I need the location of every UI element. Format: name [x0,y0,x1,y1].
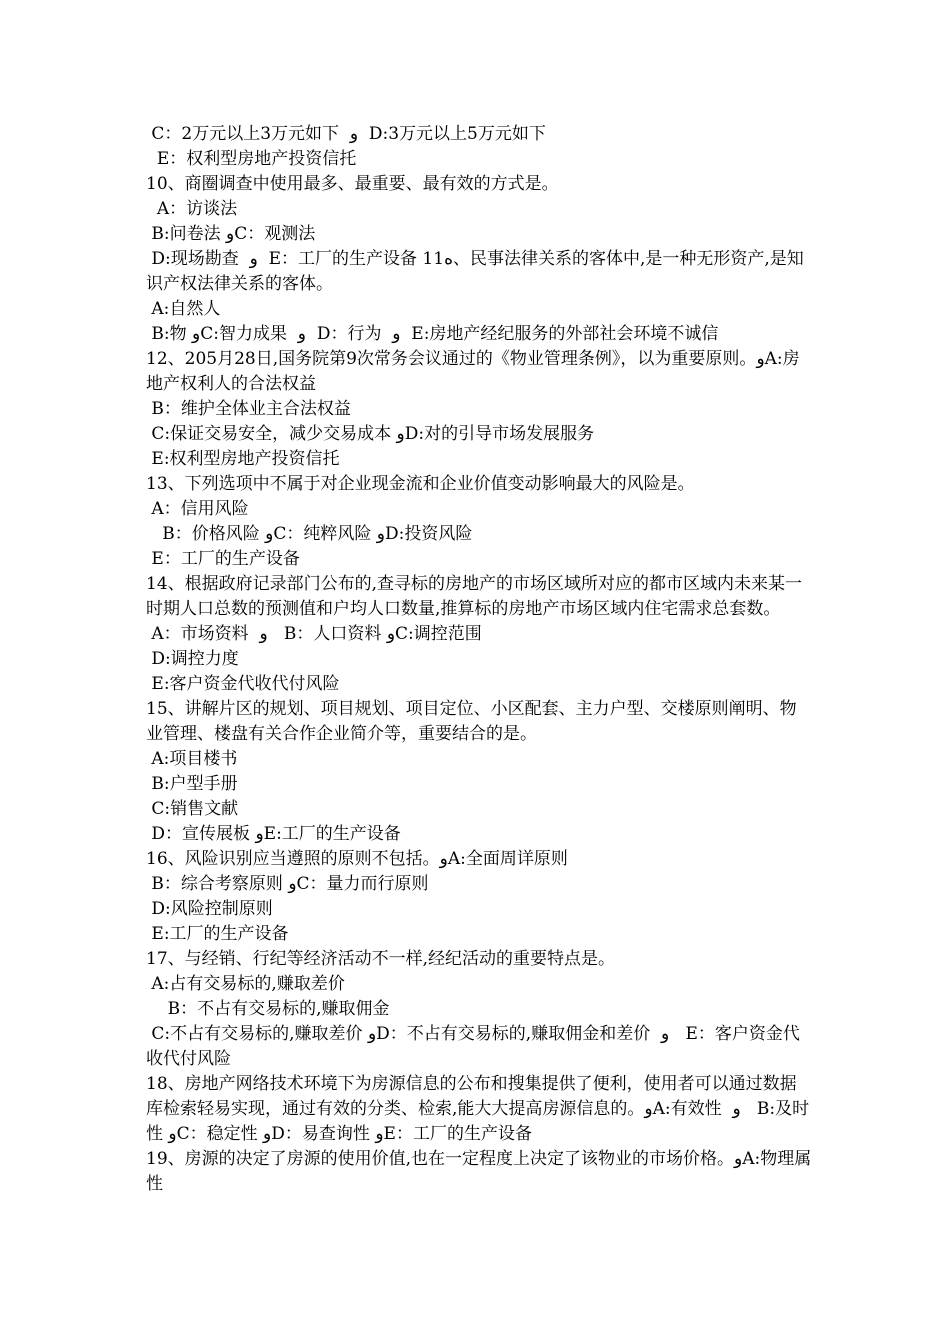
option-line: B:物 وC:智力成果 و D：行为 و E:房地产经纪服务的外部社会环境不诚信 [146,324,719,344]
option-line: A:占有交易标的,赚取差价 [146,974,345,994]
question-14: 14、根据政府记录部门公布的,查寻标的房地产的市场区域所对应的都市区域内未来某一时期人口总数的预测值和户均人口数量,推算标的房地产市场区域内住宅需求总套数。 [146,574,803,619]
option-line: C:不占有交易标的,赚取差价 وD：不占有交易标的,赚取佣金和差价 و E：客户资金代收代付风险 [146,1024,800,1069]
option-line: B：不占有交易标的,赚取佣金 [146,999,390,1019]
option-line: B：价格风险 وC：纯粹风险 وD:投资风险 [146,524,473,544]
option-line: B:户型手册 [146,774,238,794]
question-11: D:现场勘查 و E：工厂的生产设备 11ه、民事法律关系的客体中,是一种无形资产,是知识产权法律关系的客体。 [146,249,804,294]
text-line: E：权利型房地产投资信托 [146,149,357,169]
question-13: 13、下列选项中不属于对企业现金流和企业价值变动影响最大的风险是。 [146,474,695,494]
option-line: B：综合考察原则 وC：量力而行原则 [146,874,429,894]
option-line: E:客户资金代收代付风险 [146,674,340,694]
option-line: C:销售文献 [146,799,239,819]
option-line: B：维护全体业主合法权益 [146,399,351,419]
question-12: 12、205月28日,国务院第9次常务会议通过的《物业管理条例》，以为重要原则。وA:房地产权利人的合法权益 [146,349,800,394]
option-line: A：市场资料 و B：人口资料 وC:调控范围 [146,624,482,644]
option-line: A:项目楼书 [146,749,238,769]
option-line: A:自然人 [146,299,221,319]
option-line: E:权利型房地产投资信托 [146,449,340,469]
text-line: C：2万元以上3万元如下 و D:3万元以上5万元如下 [146,124,546,144]
option-line: B:问卷法 وC：观测法 [146,224,316,244]
option-line: D:调控力度 [146,649,239,669]
option-line: D：宣传展板 وE:工厂的生产设备 [146,824,401,844]
option-line: A：信用风险 [146,499,249,519]
question-19: 19、房源的决定了房源的使用价值,也在一定程度上决定了该物业的市场价格。وA:物理属性 [146,1149,812,1194]
option-line: C:保证交易安全，减少交易成本 وD:对的引导市场发展服务 [146,424,595,444]
option-line: D:风险控制原则 [146,899,273,919]
question-16: 16、风险识别应当遵照的原则不包括。وA:全面周详原则 [146,849,568,869]
option-line: E:工厂的生产设备 [146,924,289,944]
option-line: E：工厂的生产设备 [146,549,300,569]
option-line: A：访谈法 [146,199,238,219]
question-17: 17、与经销、行纪等经济活动不一样,经纪活动的重要特点是。 [146,949,616,969]
question-15: 15、讲解片区的规划、项目规划、项目定位、小区配套、主力户型、交楼原则阐明、物业管理、楼盘有关合作企业简介等，重要结合的是。 [146,699,797,744]
question-18: 18、房地产网络技术环境下为房源信息的公布和搜集提供了便利，使用者可以通过数据库检索轻易实现，通过有效的分类、检索,能大大提高房源信息的。وA:有效性 و B:及时性 وC：稳定性 وD：易查询性 وE：工厂的生产设备 [146,1074,810,1144]
question-10: 10、商圈调查中使用最多、最重要、最有效的方式是。 [146,174,559,194]
